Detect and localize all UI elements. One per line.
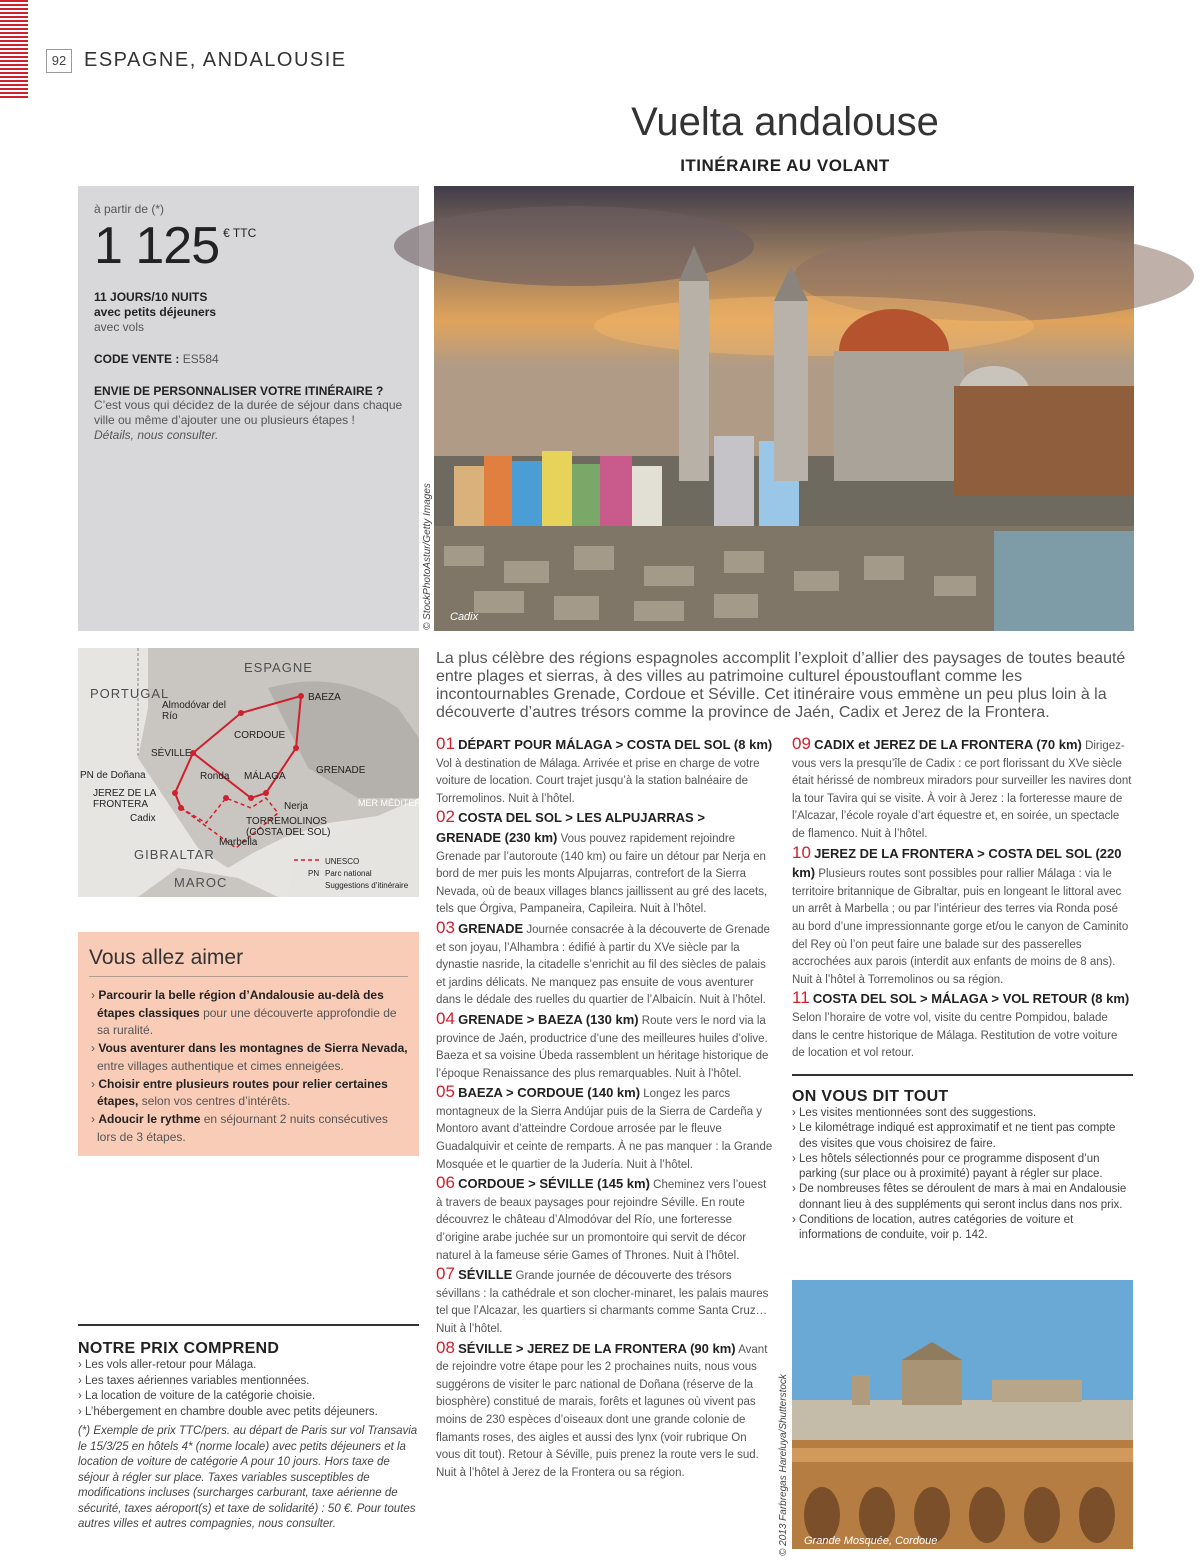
price-box (78, 186, 419, 631)
customize-note: Détails, nous consulter. (94, 428, 219, 442)
map-label-maroc: MAROC (174, 875, 228, 890)
trip-board: avec petits déjeuners (94, 305, 217, 319)
map-label-portugal: PORTUGAL (90, 686, 170, 701)
photo2-caption: Grande Mosquée, Cordoue (804, 1535, 938, 1547)
highlights-title: Vous allez aimer (89, 946, 408, 977)
info-item: › De nombreuses fêtes se déroulent de mars à mai en Andalousie donnant lieu à des suppléments qui seront inclus dans nos prix. (792, 1183, 1127, 1211)
customize-title: ENVIE DE PERSONNALISER VOTRE ITINÉRAIRE ? (94, 384, 384, 398)
map-label-nerja: Nerja (284, 801, 308, 812)
map-label-cadix: Cadix (130, 813, 156, 824)
bridge-illustration (792, 1280, 1133, 1549)
info-item: › Conditions de location, autres catégories de voiture et informations de conduite, voir p. 142. (792, 1214, 1074, 1242)
highlight-item: › Choisir entre plusieurs routes pour relier certaines étapes, selon vos centres d’intérêts. (91, 1076, 388, 1109)
customize-text (94, 398, 403, 443)
price-includes (78, 1324, 419, 1533)
map-legend-route: Suggestions d’itinéraire (325, 881, 409, 890)
day-item: 01 DÉPART POUR MÁLAGA > COSTA DEL SOL (8 km) Vol à destination de Málaga. Arrivée et prise en charge de votre voiture de location. Court trajet jusqu’à la station balnéaire de Torremolinos. Nuit à l’hôtel. (436, 734, 773, 805)
map-label-marbella: Marbella (219, 837, 258, 848)
day-item: 03 GRENADE Journée consacrée à la découverte de Grenade et son joyau, l’Alhambra : édifié à partir du XVe siècle par la dynastie nasride, la citadelle s’enrichit au fil des siècles de palais et jardins délicats. Ne manquez pas ensuite de vous aventurer dans le dédale des ruelles du quartier de l’Albaicín. Nuit à l’hôtel. (436, 917, 770, 1007)
day-item: 11 COSTA DEL SOL > MÁLAGA > VOL RETOUR (8 km) Selon l’horaire de votre vol, visite du centre Pompidou, balade dans le centre historique de Málaga. Restitution de votre voiture de location et vol retour. (792, 988, 1130, 1060)
section-title: ESPAGNE, ANDALOUSIE (84, 49, 347, 71)
map-label-seville: SÉVILLE (151, 748, 192, 759)
map-legend-pn: Parc national (325, 869, 372, 878)
map-label-sea: MER MÉDITERRANÉE (358, 798, 453, 808)
page-number: 92 (46, 49, 72, 73)
map-label-cordoue: CORDOUE (234, 730, 286, 741)
trip-flights: avec vols (94, 320, 145, 334)
decorative-stripes (0, 0, 28, 100)
day-item: 08 SÉVILLE > JEREZ DE LA FRONTERA (90 km) Avant de rejoindre votre étape pour les 2 prochaines nuits, nous vous suggérons de visiter le parc national de Doñana (réserve de la biosphère) constitué de marais, forêts et lagunes où vivent pas moins de 230 espèces d’oiseaux dont une grande colonie de flamants roses, des aigles et aussi des lynx (voir rubrique On vous dit tout). Retour à Séville, puis prenez la route vers le sud. Nuit à l’hôtel à Jerez de la Frontera ou sa région. (436, 1337, 768, 1479)
sale-code (94, 352, 403, 366)
price-unit: € TTC (223, 226, 257, 240)
photo2-credit: © 2013 Farbregas Hareluya/Shutterstock (778, 1374, 789, 1556)
price-footnote: (*) Exemple de prix TTC/pers. au départ de Paris sur vol Transavia le 15/3/25 en hôtels 4* (norme locale) avec petits déjeuners et la location de voiture de catégorie A pour 10 jours. Hors taxe de séjour à régler sur place. Taxes variables susceptibles de modifications incluses (surcharges carburant, taxe aérienne de sécurité, taxes aéroport(s) et taxe de solidarité) : 50 €. Pour toutes autres villes et autres compagnies, nous consulter. (78, 1425, 418, 1530)
hero-caption: Cadix (450, 611, 479, 623)
hero-credit: © StockPhotoAstur/Getty Images (422, 483, 433, 630)
price-includes-title: NOTRE PRIX COMPREND (78, 1340, 280, 1357)
itinerary-column-2 (792, 735, 1133, 1063)
day-item: 09 CADIX et JEREZ DE LA FRONTERA (70 km) Dirigez-vous vers la presqu’île de Cadix : ce port florissant du XVe siècle était hérissé de nombreux miradors pour surveiller les navires dont la tour Tavira qui se visite. À voir à Jerez : la forteresse maure de l’Alcazar, l’école royale d’art équestre et, en soirée, un spectacle de flamenco. Nuit à l’hôtel. (792, 734, 1132, 840)
map-label-almodovar: Almodóvar del Río (162, 700, 226, 722)
day-item: 02 COSTA DEL SOL > LES ALPUJARRAS > GRENADE (230 km) Vous pouvez rapidement rejoindre Grenade par l’autoroute (140 km) ou faire un détour par Nerja en bord de mer puis les monts Alpujarras, contrefort de la Sierra Nevada, où de beaux villages blancs jaillissent au gré des lacets, tels que Órgiva, Pampaneira, Capileira. Nuit à l’hôtel. (436, 807, 768, 916)
route-map (78, 648, 453, 897)
photo-cordoue (792, 1280, 1133, 1549)
day-item: 05 BAEZA > CORDOUE (140 km) Longez les parcs montagneux de la Sierra Andújar puis de la Sierra de Cardeña y Montoro avant d’atteindre Cordoue arrosée par le fleuve Guadalquivir et ceinte de remparts. À ne pas manquer : la Grande Mosquée et le quartier de la Judería. Nuit à l’hôtel. (436, 1082, 773, 1171)
info-title: ON VOUS DIT TOUT (792, 1088, 949, 1105)
map-label-donana: PN de Doñana (80, 770, 146, 781)
sale-code-value: ES584 (182, 352, 219, 366)
page-title: Vuelta andalouse (631, 100, 939, 144)
info-item: › Les visites mentionnées sont des suggestions. (792, 1107, 1037, 1119)
day-item: 07 SÉVILLE Grande journée de découverte des trésors sévillans : la cathédrale et son clocher-minaret, les palais maures tel que l’Alcazar, les quartiers si charmants comme Santa Cruz… Nuit à l’hôtel. (436, 1264, 769, 1335)
map-legend-unesco: UNESCO (325, 857, 360, 866)
sale-code-label: CODE VENTE : (94, 352, 180, 366)
price-value: 1 125 (94, 217, 220, 275)
highlight-item: › Parcourir la belle région d’Andalousie au-delà des étapes classiques pour une découverte approfondie de sa ruralité. (91, 988, 397, 1038)
map-label-ronda: Ronda (200, 771, 230, 782)
map-label-espagne: ESPAGNE (244, 660, 313, 675)
map-label-baeza: BAEZA (308, 692, 341, 703)
day-item: 10 JEREZ DE LA FRONTERA > COSTA DEL SOL (220 km) Plusieurs routes sont possibles pour rallier Málaga : via le territoire britannique de Gibraltar, puis en longeant le littoral avec un arrêt à Marbella ; ou par l’intérieur des terres via Ronda posé au bord d’une impressionnante gorge et/ou le canyon de Caminito del Rey où l’on peut faire une balade sur des passerelles accrochées aux parois (interdit aux enfants de moins de 8 ans). Nuit à l’hôtel à Torremolinos ou sa région. (792, 842, 1129, 986)
page-subtitle: ITINÉRAIRE AU VOLANT (680, 156, 890, 175)
cathedral-illustration (434, 186, 1134, 631)
info-box (792, 1074, 1133, 1244)
map-label-malaga: MÁLAGA (244, 771, 286, 782)
price-from-label: à partir de (*) (94, 202, 165, 216)
map-label-jerez: JEREZ DE LA FRONTERA (93, 788, 156, 810)
intro-paragraph: La plus célèbre des régions espagnoles accomplit l’exploit d’allier des paysages de toutes beauté entre plages et sierras, à des villes au patrimoine culturel époustouflant comme les incontournables Grenade, Cordoue et Séville. Cet itinéraire vous emmène un peu plus loin à la découverte d’autres trésors comme la province de Jaén, Cadix et Jerez de la Frontera. (436, 650, 1126, 721)
highlights-box (78, 932, 419, 1156)
highlight-item: › Vous aventurer dans les montagnes de Sierra Nevada, entre villages authentique et cimes enneigées. (91, 1041, 408, 1073)
map-legend-pn-code: PN (308, 869, 320, 878)
day-item: 06 CORDOUE > SÉVILLE (145 km) Cheminez vers l’ouest à travers de beaux paysages pour rejoindre Séville. En route découvrez le château d’Almodóvar del Río, une forteresse d’origine arabe juchée sur un promontoire qui servit de décor naturel à la fameuse série Games of Thrones. Nuit à l’hôtel. (436, 1173, 767, 1262)
map-label-grenade: GRENADE (316, 765, 366, 776)
info-item: › Le kilométrage indiqué est approximatif et ne tient pas compte des visites que vous choisirez de faire. (792, 1122, 1116, 1150)
trip-duration: 11 JOURS/10 NUITS (94, 290, 208, 304)
customize-body: C’est vous qui décidez de la durée de séjour dans chaque ville ou même d’ajouter une ou plusieurs étapes ! (94, 398, 403, 427)
itinerary-column-1 (436, 735, 773, 1482)
includes-item: › La location de voiture de la catégorie choisie. (78, 1390, 316, 1402)
highlights-list (89, 987, 408, 1146)
includes-item: › Les vols aller-retour pour Málaga. (78, 1359, 257, 1371)
includes-item: › L’hébergement en chambre double avec petits déjeuners. (78, 1405, 378, 1418)
map-label-torremolinos: TORREMOLINOS (COSTA DEL SOL) (246, 816, 331, 838)
info-item: › Les hôtels sélectionnés pour ce programme disposent d’un parking (sur place ou à proximité) payant à régler sur place. (792, 1152, 1103, 1181)
day-item: 04 GRENADE > BAEZA (130 km) Route vers le nord via la province de Jaén, productrice d’une des meilleures huiles d’olive. Baeza et sa voisine Úbeda rassemblent un héritage historique de l’époque Renaissance des plus remarquables. Nuit à l’hôtel. (436, 1008, 769, 1080)
hero-photo-cadix (434, 186, 1134, 631)
map-label-gibraltar: GIBRALTAR (134, 847, 215, 862)
includes-item: › Les taxes aériennes variables mentionnées. (78, 1374, 310, 1387)
highlight-item: › Adoucir le rythme en séjournant 2 nuits consécutives lors de 3 étapes. (91, 1111, 388, 1144)
